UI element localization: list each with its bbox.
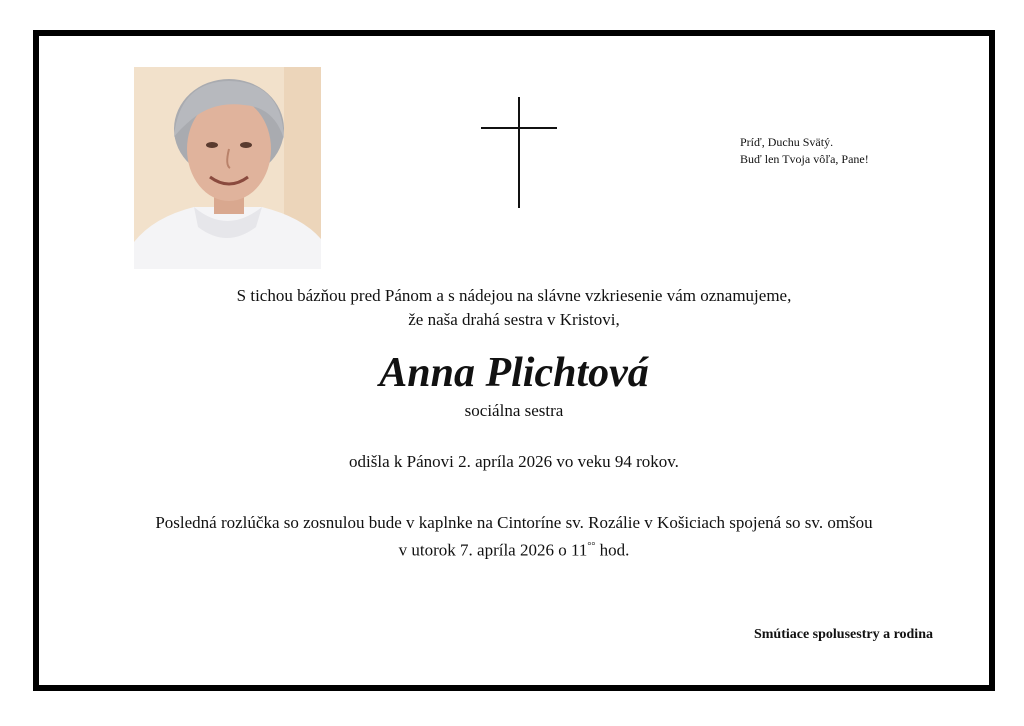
death-notice: odišla k Pánovi 2. apríla 2026 vo veku 94 rokov. [349, 452, 679, 471]
intro-line-1: S tichou bázňou pred Pánom a s nádejou na slávne vzkriesenie vám oznamujeme, [236, 286, 792, 305]
farewell-time-minutes: °° [587, 541, 596, 552]
farewell-date-time: v utorok 7. apríla 2026 o 11 [398, 540, 588, 560]
farewell-line-1: Posledná rozlúčka so zosnulou bude v kaplnke na Cintoríne sv. Rozálie v Košiciach spojená so sv. omšou [155, 513, 873, 532]
deceased-name: Anna Plichtová [379, 350, 649, 396]
farewell-hour-suffix: hod. [595, 540, 630, 560]
prayer-quote-line-1: Príď, Duchu Svätý. [740, 135, 834, 149]
intro-text [39, 284, 989, 332]
cross-icon [481, 97, 557, 208]
deceased-role: sociálna sestra [464, 401, 564, 420]
prayer-quote-line-2: Buď len Tvoja vôľa, Pane! [740, 152, 869, 166]
intro-line-2: že naša drahá sestra v Kristovi, [408, 310, 620, 329]
mourners-signature: Smútiace spolusestry a rodina [753, 627, 933, 642]
farewell-notice [39, 511, 989, 563]
portrait-photo [134, 67, 321, 269]
farewell-line-2 [39, 535, 989, 563]
prayer-quote [740, 134, 869, 168]
obituary-card [33, 30, 995, 691]
